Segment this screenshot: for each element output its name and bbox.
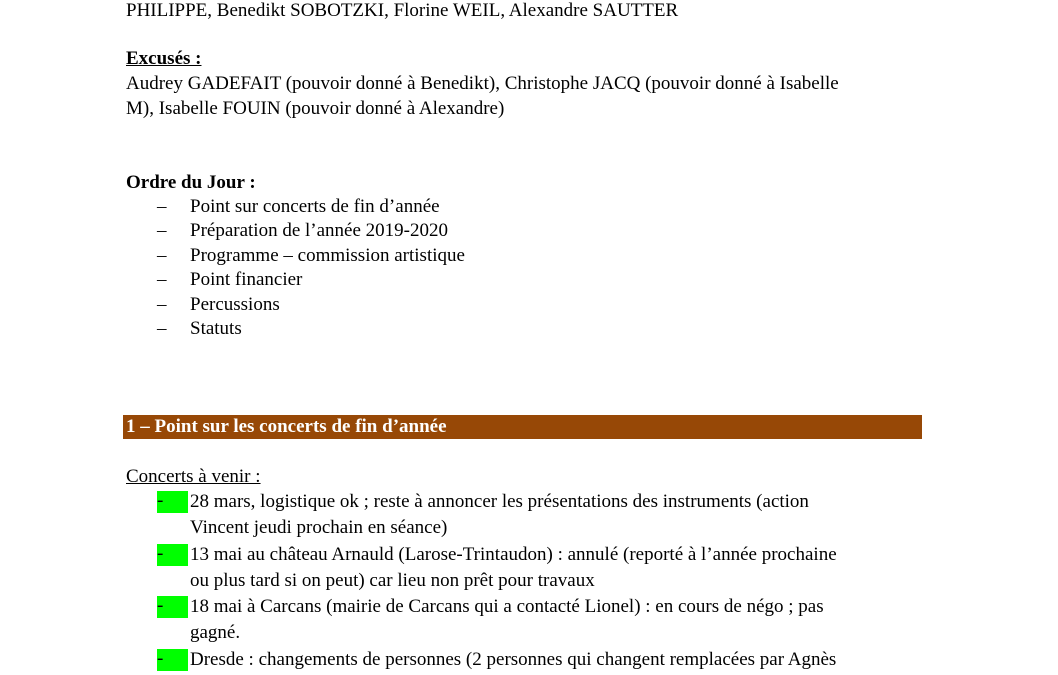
section-title: 1 – Point sur les concerts de fin d’année bbox=[126, 416, 447, 437]
concert-line-2: ou plus tard si on peut) car lieu non prêt pour travaux bbox=[190, 570, 595, 591]
concert-line-1: 18 mai à Carcans (mairie de Carcans qui a contacté Lionel) : en cours de négo ; pas bbox=[190, 596, 824, 617]
agenda-item-text: Programme – commission artistique bbox=[190, 245, 465, 266]
agenda-item-text: Statuts bbox=[190, 318, 242, 339]
agenda-dash: – bbox=[157, 269, 167, 290]
highlight-marker: - bbox=[157, 544, 188, 566]
agenda-item-text: Point sur concerts de fin d’année bbox=[190, 196, 440, 217]
highlight-marker: - bbox=[157, 491, 188, 513]
excuses-line-2: M), Isabelle FOUIN (pouvoir donné à Alexandre) bbox=[126, 98, 505, 119]
highlight-marker: - bbox=[157, 596, 188, 618]
concert-line-1: Dresde : changements de personnes (2 personnes qui changent remplacées par Agnès bbox=[190, 649, 837, 670]
agenda-dash: – bbox=[157, 245, 167, 266]
concert-line-1: 13 mai au château Arnauld (Larose-Trintaudon) : annulé (reporté à l’année prochaine bbox=[190, 544, 837, 565]
concert-line-2: Vincent jeudi prochain en séance) bbox=[190, 517, 448, 538]
concert-line-2: gagné. bbox=[190, 622, 241, 643]
agenda-dash: – bbox=[157, 318, 167, 339]
section-header-bar bbox=[123, 415, 922, 439]
excuses-line-1: Audrey GADEFAIT (pouvoir donné à Benedikt), Christophe JACQ (pouvoir donné à Isabelle bbox=[126, 73, 839, 94]
agenda-dash: – bbox=[157, 220, 167, 241]
agenda-item-text: Point financier bbox=[190, 269, 303, 290]
concerts-heading: Concerts à venir : bbox=[126, 466, 261, 487]
agenda-item-text: Préparation de l’année 2019-2020 bbox=[190, 220, 448, 241]
concert-item-text bbox=[190, 542, 930, 594]
agenda-dash: – bbox=[157, 196, 167, 217]
concert-item-text bbox=[190, 647, 930, 673]
highlight-marker: - bbox=[157, 649, 188, 671]
concert-item-text bbox=[190, 489, 930, 541]
agenda-dash: – bbox=[157, 294, 167, 315]
agenda-item-text: Percussions bbox=[190, 294, 280, 315]
concert-line-1: 28 mars, logistique ok ; reste à annoncer les présentations des instruments (action bbox=[190, 491, 809, 512]
attendees-continued: PHILIPPE, Benedikt SOBOTZKI, Florine WEIL, Alexandre SAUTTER bbox=[126, 0, 679, 21]
excuses-heading: Excusés : bbox=[126, 48, 202, 69]
ordre-du-jour-heading: Ordre du Jour : bbox=[126, 172, 256, 193]
concert-item-text bbox=[190, 594, 930, 646]
